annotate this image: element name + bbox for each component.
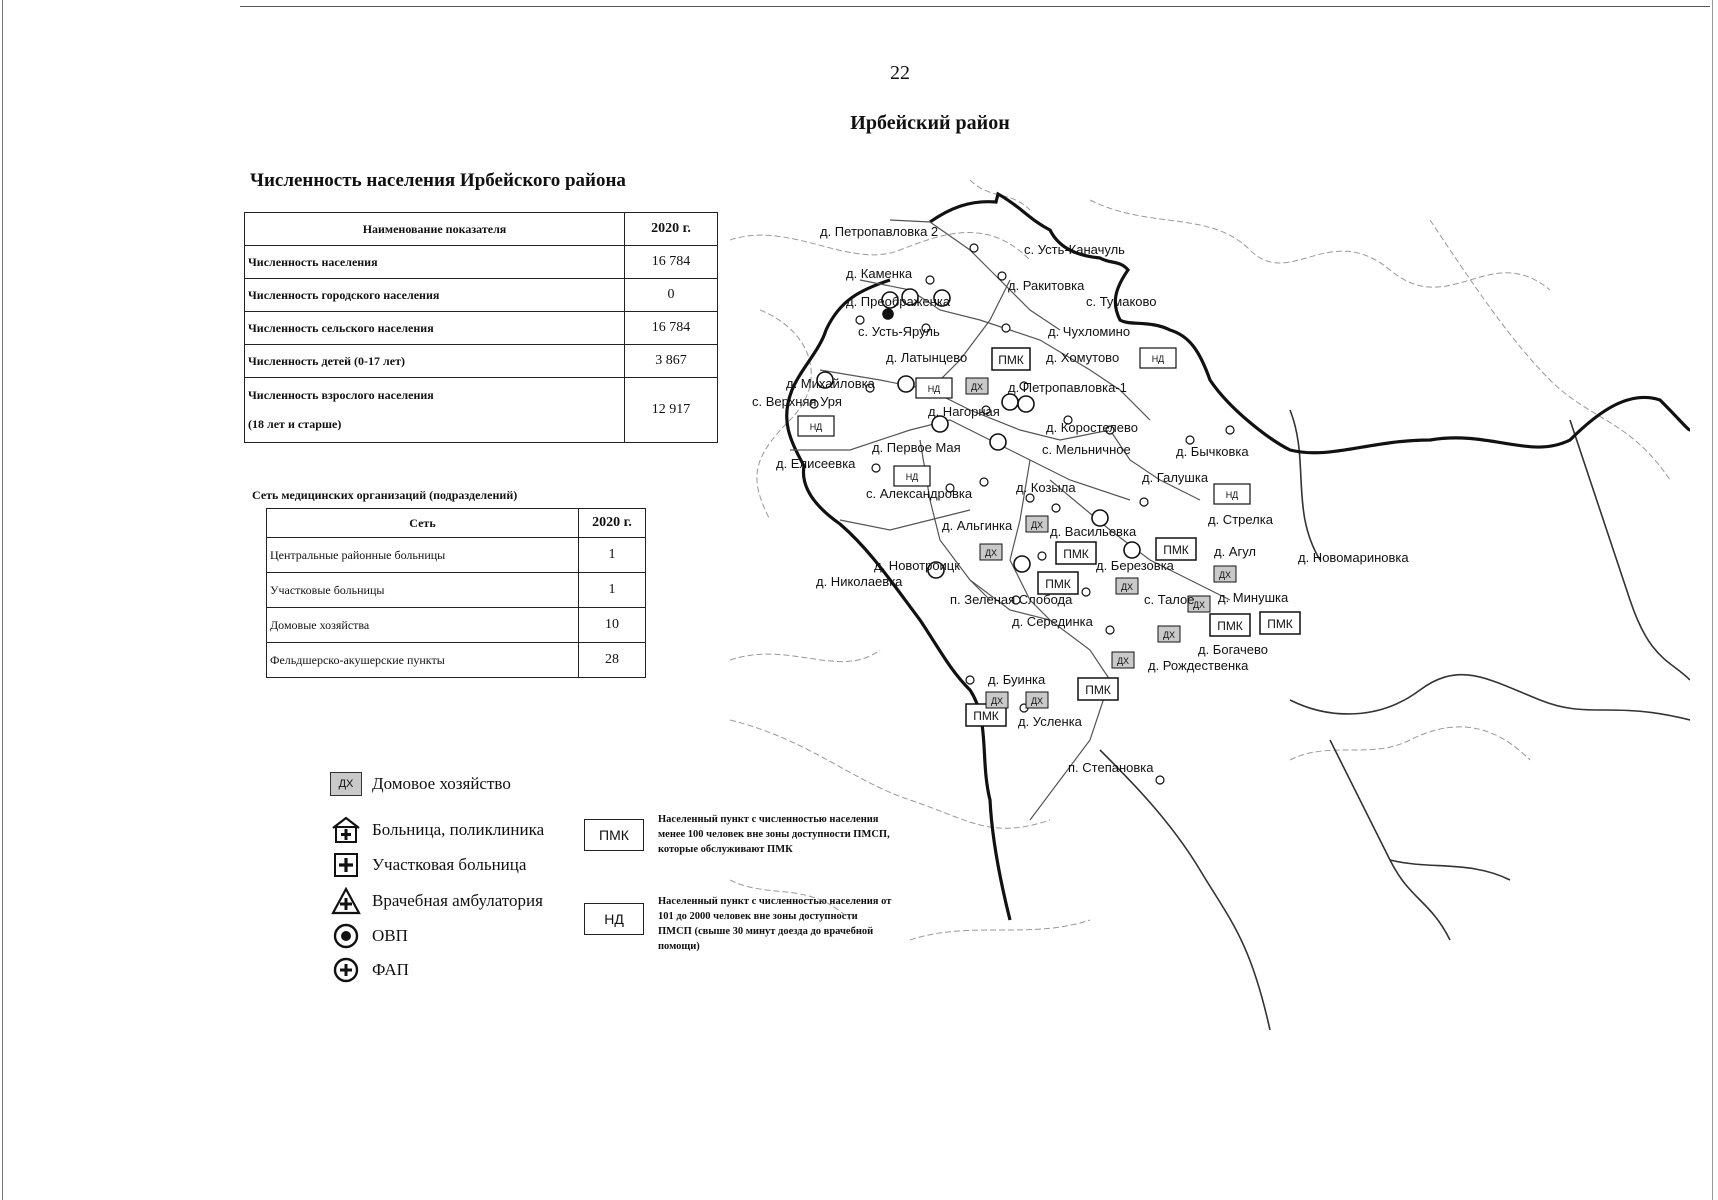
table-row <box>267 573 646 608</box>
nd-box <box>894 466 930 486</box>
row-label: Численность городского населения <box>245 279 625 312</box>
hospital-icon <box>330 816 362 844</box>
place-label: с. Талое <box>1144 592 1195 607</box>
nd-legend-note: Населенный пункт с численностью населения от 101 до 2000 человек вне зоны доступности ПМСП (свыше 30 минут доезда до врачебной помощи) <box>658 896 892 952</box>
nd-legend-box: НД <box>584 903 644 935</box>
place-label: д. Латынцево <box>886 350 968 365</box>
dx-box <box>1116 578 1138 594</box>
left-edge <box>2 0 3 1200</box>
pmk-box <box>1078 678 1118 700</box>
svg-text:ДХ: ДХ <box>1120 582 1134 592</box>
ovp-marker <box>883 309 893 319</box>
table-row <box>267 643 646 678</box>
place-label: д. Новомариновка <box>1298 550 1409 565</box>
row-value: 1 <box>579 573 646 608</box>
row-label: Участковые больницы <box>267 573 579 608</box>
row-label: Численность населения <box>245 246 625 279</box>
header-year: 2020 г. <box>625 213 718 246</box>
row-label: Численность детей (0-17 лет) <box>245 345 625 378</box>
population-title: Численность населения Ирбейского района <box>250 170 626 191</box>
place-label: д. Березовка <box>1096 558 1174 573</box>
household-icon: ДХ <box>330 770 362 798</box>
place-label: д. Елисеевка <box>776 456 856 471</box>
place-label: д. Бычковка <box>1176 444 1249 459</box>
place-label: д. Петропавловка 2 <box>820 224 939 239</box>
pmk-box <box>1260 612 1300 634</box>
table-row <box>245 345 718 378</box>
nd-box <box>1140 348 1176 368</box>
dx-box <box>986 692 1008 708</box>
row-value: 10 <box>579 608 646 643</box>
svg-text:ДХ: ДХ <box>984 548 998 558</box>
row-label: Домовые хозяйства <box>267 608 579 643</box>
svg-text:ДХ: ДХ <box>1030 696 1044 706</box>
fap-icon <box>330 956 362 984</box>
pmk-box <box>992 348 1030 370</box>
svg-text:ДХ: ДХ <box>1030 520 1044 530</box>
place-label: д. Альгинка <box>942 518 1013 533</box>
fap-marker <box>1124 542 1140 558</box>
place-label: д. Каменка <box>846 266 913 281</box>
pmk-box <box>1156 538 1196 560</box>
row-label: Численность сельского населения <box>245 312 625 345</box>
svg-text:ПМК: ПМК <box>1217 619 1243 633</box>
legend-dx <box>330 770 511 798</box>
row-value: 0 <box>625 279 718 312</box>
table-row <box>267 608 646 643</box>
ovp-icon <box>330 922 362 950</box>
table-row <box>245 378 718 443</box>
population-table <box>244 212 718 443</box>
legend-ambulatory <box>330 887 543 915</box>
place-label: д. Преображенка <box>846 294 951 309</box>
place-label: с. Усть-Яруль <box>858 324 940 339</box>
header-name: Сеть <box>267 509 579 538</box>
svg-text:ДХ: ДХ <box>990 696 1004 706</box>
row-value: 28 <box>579 643 646 678</box>
pmk-legend-box: ПМК <box>584 819 644 851</box>
legend-ovp-label: ОВП <box>372 926 408 945</box>
legend-district-hospital-label: Участковая больница <box>372 855 527 874</box>
place-label: д. Николаевка <box>816 574 903 589</box>
legend-hospital <box>330 816 544 844</box>
dx-box <box>1112 652 1134 668</box>
place-label: д. Петропавловка-1 <box>1008 380 1127 395</box>
pmk-legend-note: Населенный пункт с численностью населения менее 100 человек вне зоны доступности ПМСП, которые обслуживают ПМК <box>658 814 890 855</box>
place-label: п. Степановка <box>1068 760 1154 775</box>
legend-ovp <box>330 922 408 950</box>
place-label: п. Зеленая Слобода <box>950 592 1073 607</box>
place-label: д. Васильевка <box>1050 524 1137 539</box>
table-row <box>245 246 718 279</box>
nd-box <box>1214 484 1250 504</box>
place-label: д. Буинка <box>988 672 1046 687</box>
svg-text:ДХ: ДХ <box>970 382 984 392</box>
place-label: с. Тумаково <box>1086 294 1157 309</box>
place-label: д. Серединка <box>1012 614 1093 629</box>
row-label <box>245 378 625 443</box>
place-label: с. Усть-Каначуль <box>1024 242 1125 257</box>
svg-text:НД: НД <box>1225 490 1239 500</box>
ovp-marker <box>1014 556 1030 572</box>
table-row <box>267 538 646 573</box>
svg-text:ПМК: ПМК <box>1085 683 1111 697</box>
svg-text:НД: НД <box>809 422 823 432</box>
place-label: д. Ракитовка <box>1008 278 1085 293</box>
legend-ambulatory-label: Врачебная амбулатория <box>372 891 543 910</box>
main-rivers <box>1100 410 1690 1030</box>
place-label: с. Александровка <box>866 486 973 501</box>
pmk-box <box>1056 542 1096 564</box>
place-label: д. Богачево <box>1198 642 1268 657</box>
place-label: с. Мельничное <box>1042 442 1131 457</box>
place-label: д. Агул <box>1214 544 1257 559</box>
svg-text:ДХ: ДХ <box>1162 630 1176 640</box>
dx-box <box>966 378 988 394</box>
svg-text:ДХ: ДХ <box>1192 600 1206 610</box>
header-year: 2020 г. <box>579 509 646 538</box>
network-title: Сеть медицинских организаций (подразделений) <box>252 488 518 502</box>
row-value: 16 784 <box>625 246 718 279</box>
place-label: д. Стрелка <box>1208 512 1273 527</box>
nd-box <box>916 378 952 398</box>
dx-box <box>980 544 1002 560</box>
place-label: д. Рождественка <box>1148 658 1249 673</box>
pmk-box <box>1210 614 1250 636</box>
table-row <box>245 279 718 312</box>
row-label: Фельдшерско-акушерские пункты <box>267 643 579 678</box>
table-header-row <box>267 509 646 538</box>
top-rule <box>240 6 1710 7</box>
page-number: 22 <box>890 62 910 84</box>
place-label: д. Первое Мая <box>872 440 961 455</box>
legend-dx-label: Домовое хозяйство <box>372 774 511 793</box>
place-label: д. Козыла <box>1016 480 1076 495</box>
legend-hospital-label: Больница, поликлиника <box>372 820 545 839</box>
place-label: д. Минушка <box>1218 590 1289 605</box>
dx-box <box>1026 516 1048 532</box>
place-label: д. Новотроицк <box>874 558 960 573</box>
table-header-row <box>245 213 718 246</box>
header-name: Наименование показателя <box>245 213 625 246</box>
dx-box <box>1026 692 1048 708</box>
ovp-marker <box>1018 396 1034 412</box>
place-label: д. Нагорная <box>928 404 1000 419</box>
district-map <box>730 180 1690 1030</box>
row-value: 3 867 <box>625 345 718 378</box>
place-label: с. Верхняя Уря <box>752 394 842 409</box>
svg-text:ДХ: ДХ <box>1116 656 1130 666</box>
row-value: 12 917 <box>625 378 718 443</box>
network-table <box>266 508 646 678</box>
pmk-box <box>1038 572 1078 594</box>
fap-marker <box>990 434 1006 450</box>
svg-text:ПМК: ПМК <box>1163 543 1189 557</box>
nd-box <box>798 416 834 436</box>
place-label: д. Чухломино <box>1048 324 1131 339</box>
svg-text:ПМК: ПМК <box>998 353 1024 367</box>
row-label-line2: (18 лет и старше) <box>248 417 342 431</box>
legend-district-hospital <box>330 851 526 879</box>
place-label: д. Коростелево <box>1046 420 1138 435</box>
place-label: д. Хомутово <box>1046 350 1120 365</box>
svg-text:ПМК: ПМК <box>1267 617 1293 631</box>
district-hospital-icon <box>330 851 362 879</box>
legend-fap <box>330 956 409 984</box>
fap-marker <box>1002 394 1018 410</box>
ambulatory-icon <box>330 887 362 915</box>
place-label: д. Усленка <box>1018 714 1082 729</box>
row-label-line1: Численность взрослого населения <box>248 388 434 402</box>
page-title: Ирбейский район <box>850 112 1010 134</box>
row-value: 16 784 <box>625 312 718 345</box>
place-label: д. Михайловка <box>786 376 875 391</box>
svg-text:ДХ: ДХ <box>1218 570 1232 580</box>
svg-text:НД: НД <box>1151 354 1165 364</box>
row-label: Центральные районные больницы <box>267 538 579 573</box>
dx-box <box>1158 626 1180 642</box>
svg-text:ПМК: ПМК <box>973 709 999 723</box>
svg-text:ПМК: ПМК <box>1063 547 1089 561</box>
dx-box <box>1214 566 1236 582</box>
svg-text:ПМК: ПМК <box>1045 577 1071 591</box>
fap-marker <box>898 376 914 392</box>
place-label: д. Галушка <box>1142 470 1209 485</box>
svg-text:НД: НД <box>905 472 919 482</box>
row-value: 1 <box>579 538 646 573</box>
svg-text:НД: НД <box>927 384 941 394</box>
table-row <box>245 312 718 345</box>
right-edge <box>1712 0 1713 1200</box>
legend-fap-label: ФАП <box>372 960 409 979</box>
